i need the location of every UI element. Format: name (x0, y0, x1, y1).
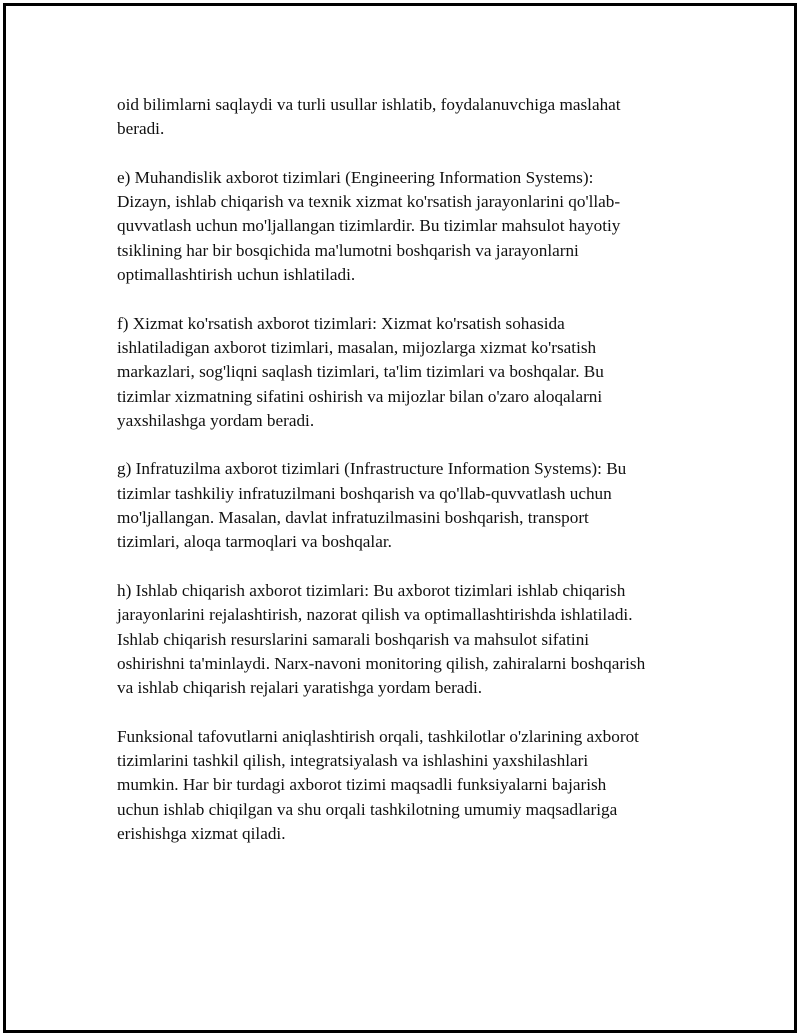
text-line: yaxshilashga yordam beradi. (117, 410, 315, 430)
text-line: markazlari, sog'liqni saqlash tizimlari, ta'lim tizimlari va boshqalar. Bu (117, 362, 604, 382)
text-line: tizimlar xizmatning sifatini oshirish va mijozlar bilan o'zaro aloqalarni (117, 386, 603, 406)
text-line: oid bilimlarni saqlaydi va turli usullar ishlatib, foydalanuvchiga maslahat (117, 95, 621, 114)
paragraph-engineering-systems (117, 166, 697, 287)
text-line: optimallashtirish uchun ishlatiladi. (117, 265, 356, 285)
document-body (117, 93, 697, 871)
text-line: tizimlari, aloqa tarmoqlari va boshqalar. (117, 532, 392, 552)
text-line: Funksional tafovutlarni aniqlashtirish orqali, tashkilotlar o'zlarining axborot (117, 726, 639, 746)
text-line: g) Infratuzilma axborot tizimlari (Infrastructure Information Systems): Bu (117, 459, 627, 479)
text-line: oshirishni ta'minlaydi. Narx-navoni monitoring qilish, zahiralarni boshqarish (117, 653, 646, 673)
text-line: h) Ishlab chiqarish axborot tizimlari: Bu axborot tizimlari ishlab chiqarish (117, 580, 626, 600)
text-line: uchun ishlab chiqilgan va shu orqali tashkilotning umumiy maqsadlariga (117, 799, 618, 819)
text-line: tsiklining har bir bosqichida ma'lumotni boshqarish va jarayonlarni (117, 240, 579, 260)
paragraph-production-systems (117, 579, 697, 700)
text-line: beradi. (117, 119, 165, 139)
text-line: f) Xizmat ko'rsatish axborot tizimlari: Xizmat ko'rsatish sohasida (117, 313, 565, 333)
paragraph-service-systems (117, 312, 697, 433)
text-line: mo'ljallangan. Masalan, davlat infratuzilmasini boshqarish, transport (117, 508, 589, 528)
paragraph-infrastructure-systems (117, 457, 697, 554)
text-line: Ishlab chiqarish resurslarini samarali boshqarish va mahsulot sifatini (117, 629, 590, 649)
text-line: tizimlar tashkiliy infratuzilmani boshqarish va qo'llab-quvvatlash uchun (117, 483, 612, 503)
text-line: e) Muhandislik axborot tizimlari (Engineering Information Systems): (117, 167, 594, 187)
text-line: va ishlab chiqarish rejalari yaratishga yordam beradi. (117, 678, 483, 698)
text-line: ishlatiladigan axborot tizimlari, masalan, mijozlarga xizmat ko'rsatish (117, 337, 597, 357)
text-line: quvvatlash uchun mo'ljallangan tizimlardir. Bu tizimlar mahsulot hayotiy (117, 216, 621, 236)
text-line: Dizayn, ishlab chiqarish va texnik xizmat ko'rsatish jarayonlarini qo'llab- (117, 192, 621, 212)
text-line: tizimlarini tashkil qilish, integratsiyalash va ishlashini yaxshilashlari (117, 751, 589, 771)
text-line: erishishga xizmat qiladi. (117, 823, 286, 843)
paragraph-continuation (117, 93, 697, 142)
text-line: jarayonlarini rejalashtirish, nazorat qilish va optimallashtirishda ishlatiladi. (117, 605, 633, 625)
text-line: mumkin. Har bir turdagi axborot tizimi maqsadli funksiyalarni bajarish (117, 775, 607, 795)
paragraph-conclusion (117, 725, 697, 846)
